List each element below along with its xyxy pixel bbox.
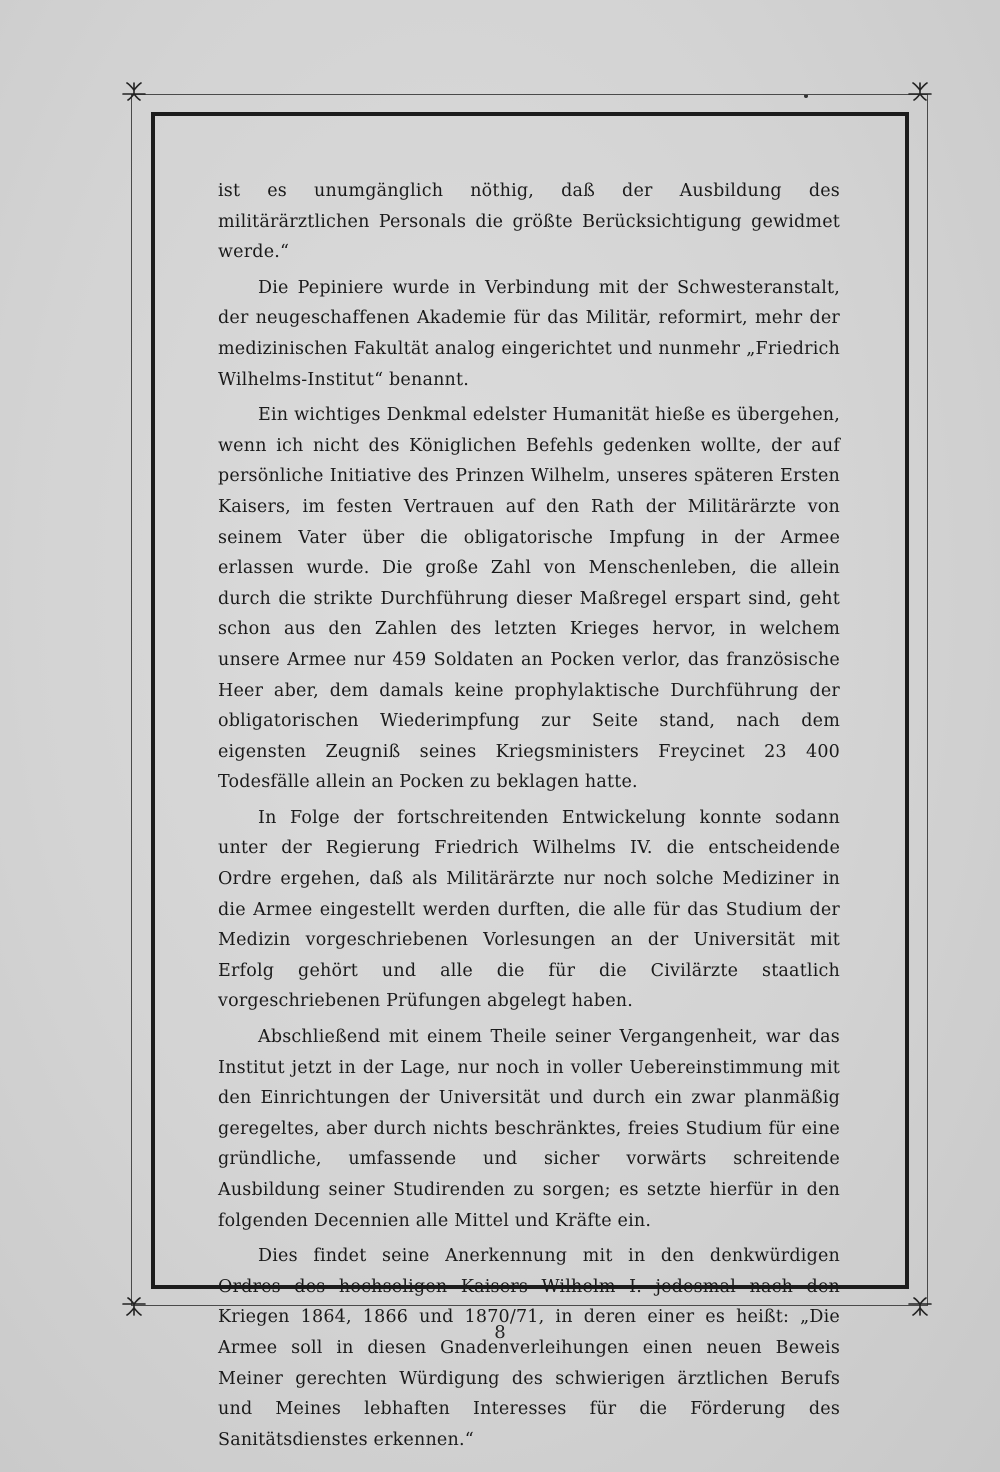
corner-ornament-bottom-right-icon [906,1296,934,1318]
corner-ornament-bottom-left-icon [120,1296,148,1318]
paragraph-4: In Folge der fortschreitenden Entwickelung konnte sodann unter der Regierung Friedrich Wilhelms IV. die entscheidende Ordre ergehen, daß als Militärärzte nur noch solche Mediziner in die Armee eingestellt werden durften, die alle für das Studium der Medizin vorgeschriebenen Vorlesungen an der Universität mit Erfolg gehört und alle die für die Civilärzte staatlich vorgeschriebenen Prüfungen abgelegt haben. [218,807,840,1012]
page-number: 8 [494,1322,506,1343]
paragraph-3: Ein wichtiges Denkmal edelster Humanität hieße es übergehen, wenn ich nicht des Königlichen Befehls gedenken wollte, der auf persönliche Initiative des Prinzen Wilhelm, unseres späteren Ersten Kaisers, im festen Vertrauen auf den Rath der Militärärzte von seinem Vater über die obligatorische Impfung in der Armee erlassen wurde. Die große Zahl von Menschenleben, die allein durch die strikte Durchführung dieser Maßregel erspart sind, geht schon aus den Zahlen des letzten Krieges hervor, in welchem unsere Armee nur 459 Soldaten an Pocken verlor, das französische Heer aber, dem damals keine prophylaktische Durchführung der obligatorischen Wiederimpfung zur Seite stand, nach dem eigensten Zeugniß seines Kriegsministers Freycinet 23 400 Todesfälle allein an Pocken zu beklagen hatte. [218,405,840,793]
corner-ornament-top-left-icon [120,80,148,102]
paragraph-2: Die Pepiniere wurde in Verbindung mit der Schwesteranstalt, der neugeschaffenen Akademie für das Militär, reformirt, mehr der medizinischen Fakultät analog eingerichtet und nunmehr „Friedrich Wilhelms-Institut“ benannt. [218,277,840,390]
paragraph-5: Abschließend mit einem Theile seiner Vergangenheit, war das Institut jetzt in der Lage, nur noch in voller Uebereinstimmung mit den Einrichtungen der Universität und durch ein zwar planmäßig geregeltes, aber durch nichts beschränktes, freies Studium für eine gründliche, umfassende und sicher vorwärts schreitende Ausbildung seiner Studirenden zu sorgen; es setzte hierfür in den folgenden Decennien alle Mittel und Kräfte ein. [218,1027,840,1231]
body-text [218,176,840,1460]
paragraph-1: ist es unumgänglich nöthig, daß der Ausbildung des militärärztlichen Personals die größte Berücksichtigung gewidmet werde.“ [218,181,840,263]
paragraph-6: Dies findet seine Anerkennung mit in den denkwürdigen Ordres des hochseligen Kaisers Wilhelm I. jedesmal nach den Kriegen 1864, 1866 und 1870/71, in deren einer es heißt: „Die Armee soll in diesen Gnadenverleihungen einen neuen Beweis Meiner gerechten Würdigung des schwierigen ärztlichen Berufs und Meines lebhaften Interesses für die Förderung des Sanitätsdienstes erkennen.“ [218,1246,840,1450]
corner-ornament-top-right-icon [906,80,934,102]
